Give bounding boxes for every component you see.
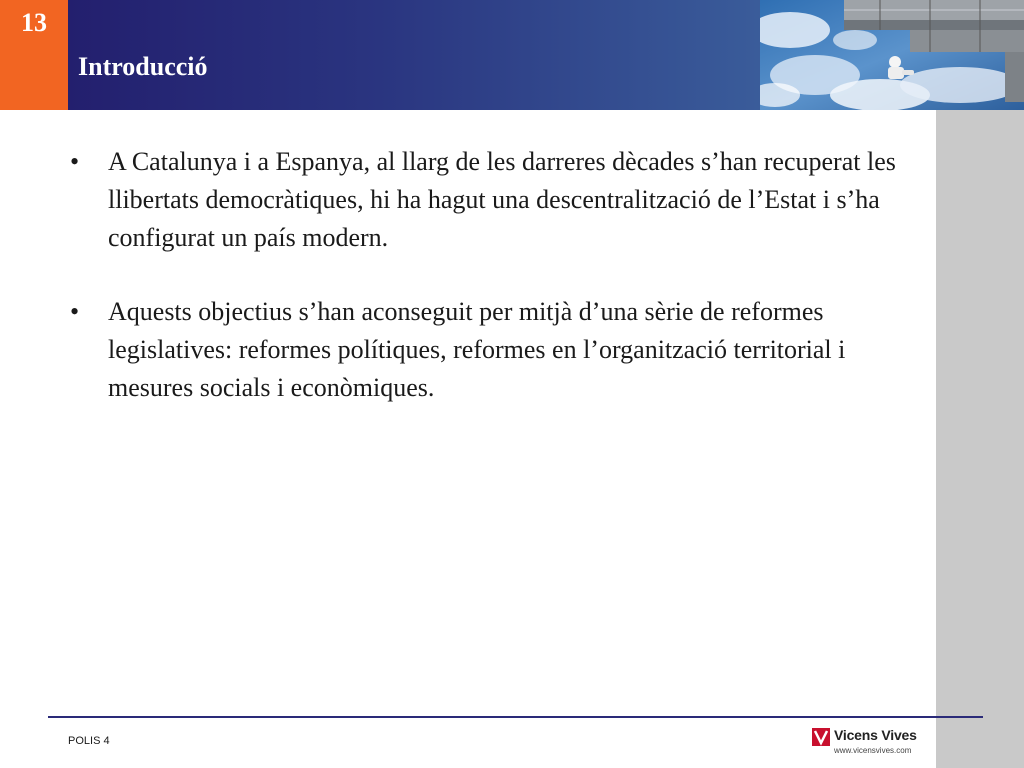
header-band <box>68 0 760 110</box>
content-area <box>70 143 910 407</box>
slide-title: Introducció <box>78 52 208 81</box>
bullet-text: Aquests objectius s’han aconseguit per mitjà d’una sèrie de reformes legislatives: reformes polítiques, reformes en l’organització territorial i mesures socials i econòmiques. <box>108 297 846 402</box>
footer-divider <box>48 716 983 718</box>
side-strip <box>936 110 1024 768</box>
footer-label: POLIS 4 <box>68 735 110 747</box>
bullet-item <box>70 293 910 407</box>
earth-astronaut-image <box>760 0 1024 110</box>
brand-name: Vicens Vives <box>834 727 917 743</box>
chapter-box <box>0 0 68 110</box>
bullet-item <box>70 143 910 257</box>
bullet-marker: • <box>70 147 80 176</box>
header-photo <box>760 0 1024 110</box>
vicens-vives-logo-icon <box>812 728 830 746</box>
bullet-text: A Catalunya i a Espanya, al llarg de les darreres dècades s’han recuperat les llibertats democràtiques, hi ha hagut una descentralització de l’Estat i s’ha configurat un país modern. <box>108 147 896 252</box>
chapter-number: 13 <box>21 8 47 37</box>
brand-logo <box>812 728 922 760</box>
bullet-marker: • <box>70 297 80 326</box>
brand-url: www.vicensvives.com <box>834 746 912 755</box>
